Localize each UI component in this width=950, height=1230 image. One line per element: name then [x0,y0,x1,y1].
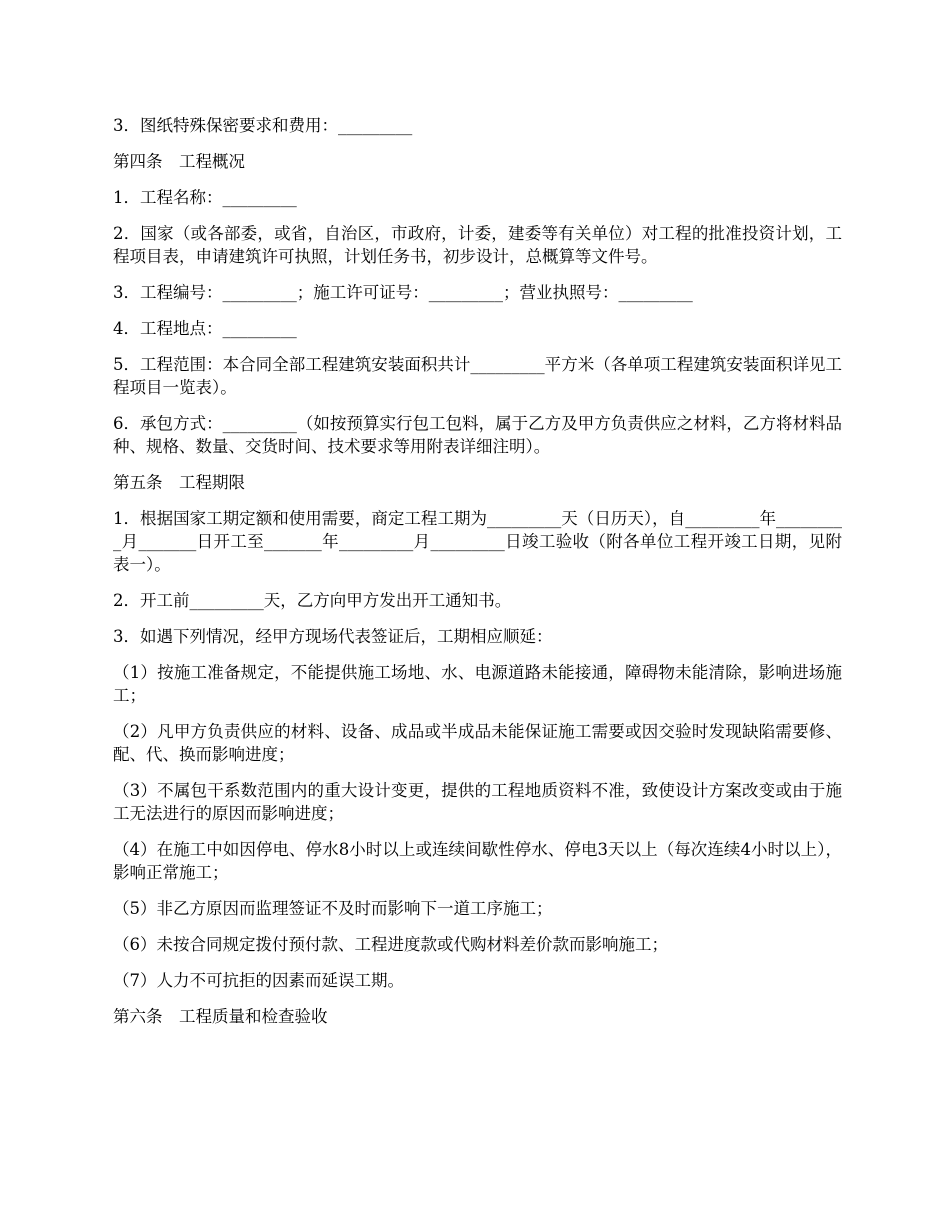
condition-6: （6）未按合同规定拨付预付款、工程进度款或代购材料差价款而影响施工； [113,935,668,954]
condition-5: （5）非乙方原因而监理签证不及时而影响下一道工序施工； [113,899,553,918]
item-construction-period: 1．根据国家工期定额和使用需要，商定工程工期为_________天（日历天），自_________年_________月_______日开工至_______年_________月_________日竣工验收（附各单位工程开竣工日期，见附表一）。 [113,509,842,574]
condition-4: （4）在施工中如因停电、停水8小时以上或连续间歇性停水、停电3天以上（每次连续4小时以上），影响正常施工； [113,840,842,882]
condition-3: （3）不属包干系数范围内的重大设计变更，提供的工程地质资料不准，致使设计方案改变或由于施工无法进行的原因而影响进度； [113,781,842,823]
item-project-name: 1．工程名称：_________ [113,188,297,207]
condition-7: （7）人力不可抗拒的因素而延误工期。 [113,971,404,990]
item-drawing-confidentiality: 3．图纸特殊保密要求和费用：_________ [113,116,413,135]
item-project-numbers: 3．工程编号：_________；施工许可证号：_________；营业执照号：_________ [113,283,693,302]
item-approval-documents: 2．国家（或各部委，或省，自治区，市政府，计委，建委等有关单位）对工程的批准投资计划，工程项目表，申请建筑许可执照，计划任务书，初步设计，总概算等文件号。 [113,224,842,266]
condition-1: （1）按施工准备规定，不能提供施工场地、水、电源道路未能接通，障碍物未能清除，影响进场施工； [113,663,842,705]
section-heading-5: 第五条 工程期限 [113,473,245,492]
item-project-location: 4．工程地点：_________ [113,319,297,338]
section-heading-4: 第四条 工程概况 [113,152,245,171]
item-start-notice: 2．开工前_________天，乙方向甲方发出开工通知书。 [113,591,512,610]
item-extension-conditions: 3．如遇下列情况，经甲方现场代表签证后，工期相应顺延： [113,627,553,646]
section-heading-6: 第六条 工程质量和检查验收 [113,1007,328,1026]
item-project-scope: 5．工程范围：本合同全部工程建筑安装面积共计_________平方米（各单项工程建筑安装面积详见工程项目一览表）。 [113,355,842,397]
condition-2: （2）凡甲方负责供应的材料、设备、成品或半成品未能保证施工需要或因交验时发现缺陷需要修、配、代、换而影响进度； [113,722,842,764]
item-contract-method: 6．承包方式：_________（如按预算实行包工包料，属于乙方及甲方负责供应之材料，乙方将材料品种、规格、数量、交货时间、技术要求等用附表详细注明）。 [113,414,842,456]
